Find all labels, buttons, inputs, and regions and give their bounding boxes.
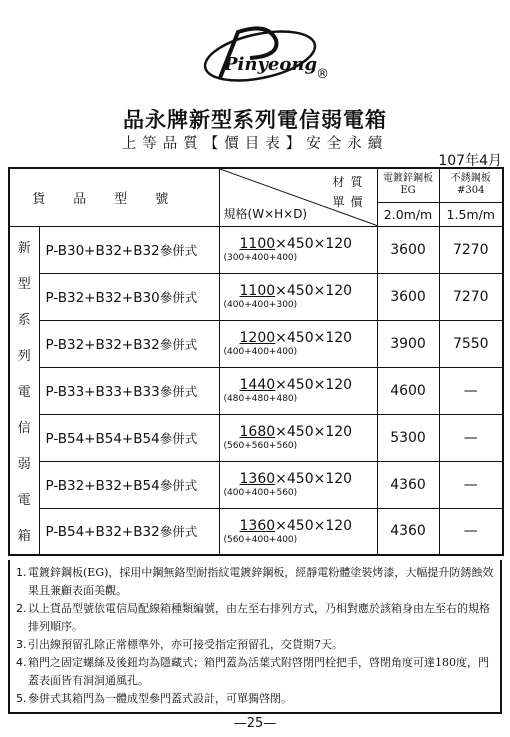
table-row — [9, 320, 503, 367]
table-row — [9, 367, 503, 414]
price-eg: 3900 — [377, 320, 439, 367]
model-cell: P-B32+B32+B32參併式 — [39, 320, 219, 367]
spec-cell: 1100×450×120 (400+400+300) — [219, 273, 377, 320]
price-eg: 4360 — [377, 461, 439, 508]
price-sus: 7550 — [439, 320, 503, 367]
page-number: —25— — [233, 716, 277, 731]
spec-cell: 1440×450×120 (480+480+480) — [219, 367, 377, 414]
price-eg: 4600 — [377, 367, 439, 414]
table-row — [9, 273, 503, 320]
price-sus: — — [439, 508, 503, 555]
price-eg: 5300 — [377, 414, 439, 461]
spec-cell: 1360×450×120 (560+400+400) — [219, 508, 377, 555]
spec-cell: 1200×450×120 (400+400+400) — [219, 320, 377, 367]
header-price: 單價 — [332, 195, 369, 209]
note-item: 2. 以上貨品型號依電信局配線箱種類編號，由左至右排列方式，乃相對應於該箱身由左至右的規格排列順序。 — [16, 602, 490, 633]
price-eg: 3600 — [377, 273, 439, 320]
model-cell: P-B30+B32+B32參併式 — [39, 226, 219, 273]
logo-text: Pinyeong — [224, 54, 318, 75]
table-row — [9, 226, 503, 273]
material-sus-header: 不銹鋼板 #304 — [439, 168, 503, 202]
registered-mark: ® — [316, 67, 329, 82]
price-sus: — — [439, 367, 503, 414]
price-list-date: 107年4月 — [438, 153, 502, 169]
notes-section — [8, 560, 502, 714]
spec-cell: 1680×450×120 (560+560+560) — [219, 414, 377, 461]
model-cell: P-B33+B33+B33參併式 — [39, 367, 219, 414]
note-item: 5. 參併式其箱門為一體成型參門蓋式設計，可單獨啓閉。 — [16, 692, 292, 705]
price-sus: 7270 — [439, 226, 503, 273]
model-cell: P-B32+B32+B54參併式 — [39, 461, 219, 508]
header-material: 材質 — [332, 175, 369, 189]
table-row — [9, 414, 503, 461]
header-item: 貨品型號 — [9, 168, 219, 226]
spec-cell: 1360×450×120 (400+400+560) — [219, 461, 377, 508]
note-item: 1. 電鍍鋅鋼板(EG)，採用中鋼無鉻型耐指紋電鍍鋅鋼板，經靜電粉體塗裝烤漆，大幅提升防銹蝕效果且兼顧表面美觀。 — [16, 566, 494, 597]
page-subtitle: 上等品質【價目表】安全永續 — [121, 136, 389, 152]
page-title: 品永牌新型系列電信弱電箱 — [123, 107, 387, 132]
model-cell: P-B54+B54+B54參併式 — [39, 414, 219, 461]
price-sus: 7270 — [439, 273, 503, 320]
thickness-sus: 1.5m/m — [439, 202, 503, 226]
price-sus: — — [439, 461, 503, 508]
table-row — [9, 508, 503, 555]
price-sus: — — [439, 414, 503, 461]
note-item: 4. 箱門之固定螺絲及後鈕均為隱藏式；箱門蓋為活葉式附啓閉門栓把手，啓閉角度可達180度，門蓋表面皆有洞洞通風孔。 — [16, 656, 489, 687]
thickness-eg: 2.0m/m — [377, 202, 439, 226]
material-eg-header: 電鍍鋅鋼板 EG — [377, 168, 439, 202]
series-label: 新 型 系 列 電 信 弱 電 箱 — [9, 226, 39, 555]
note-item: 3. 引出線預留孔除正常標準外，亦可接受指定預留孔，交貨期7天。 — [16, 638, 343, 651]
price-eg: 3600 — [377, 226, 439, 273]
table-row — [9, 461, 503, 508]
header-spec: 規格(W×H×D) — [223, 206, 308, 221]
spec-cell: 1100×450×120 (300+400+400) — [219, 226, 377, 273]
model-cell: P-B32+B32+B30參併式 — [39, 273, 219, 320]
model-cell: P-B54+B32+B32參併式 — [39, 508, 219, 555]
price-table — [8, 167, 504, 556]
header-diagonal-cell — [219, 168, 377, 226]
brand-logo — [198, 26, 338, 96]
price-eg: 4360 — [377, 508, 439, 555]
